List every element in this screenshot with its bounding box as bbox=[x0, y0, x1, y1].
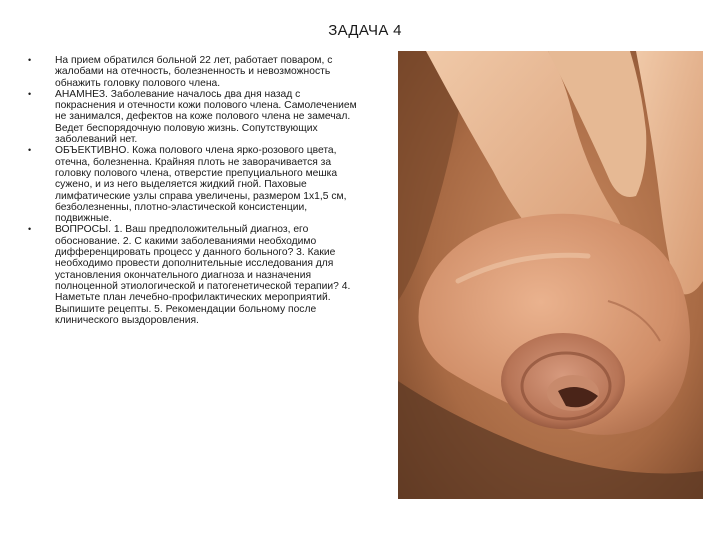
clinical-photo bbox=[398, 51, 703, 499]
case-description-list bbox=[28, 55, 363, 326]
slide-title: ЗАДАЧА 4 bbox=[328, 22, 402, 39]
bullet-marker: • bbox=[28, 55, 32, 65]
case-item-text: АНАМНЕЗ. Заболевание началось два дня назад с покраснения и отечности кожи полового члена. Самолечением не занимался, дефектов на коже полового члена не замечал. Ведет беспорядочную половую жизнь. Сопутствующих заболеваний нет. bbox=[55, 88, 357, 146]
case-item-text: ОБЪЕКТИВНО. Кожа полового члена ярко-розового цвета, отечна, болезненна. Крайняя плоть не заворачивается за головку полового члена, отверстие препуциального мешка сужено, и из него выделяется жидкий гной. Паховые лимфатические узлы справа увеличены, размером 1х1,5 см, безболезненны, плотно-эластической консистенции, подвижные. bbox=[55, 145, 347, 225]
case-item-objective bbox=[28, 145, 363, 224]
case-item-text: На прием обратился больной 22 лет, работает поваром, с жалобами на отечность, болезненность и невозможность обнажить головку полового члена. bbox=[55, 55, 333, 89]
clinical-photo-illustration bbox=[398, 51, 703, 499]
case-item-complaints bbox=[28, 55, 363, 89]
case-item-text: ВОПРОСЫ. 1. Ваш предположительный диагноз, его обоснование. 2. С какими заболеваниями необходимо дифференцировать процесс у данного больного? 3. Какие необходимо провести дополнительные исследования для установления окончательного диагноза и назначения полноценной этиологической и патогенетической терапии? 4. Наметьте план лечебно-профилактических мероприятий. Выпишите рецепты. 5. Рекомендации больному после клинического выздоровления. bbox=[55, 224, 351, 326]
bullet-marker: • bbox=[28, 145, 32, 156]
case-item-questions bbox=[28, 224, 363, 326]
case-item-anamnesis bbox=[28, 89, 363, 145]
bullet-marker: • bbox=[28, 88, 32, 99]
bullet-marker: • bbox=[28, 224, 32, 235]
